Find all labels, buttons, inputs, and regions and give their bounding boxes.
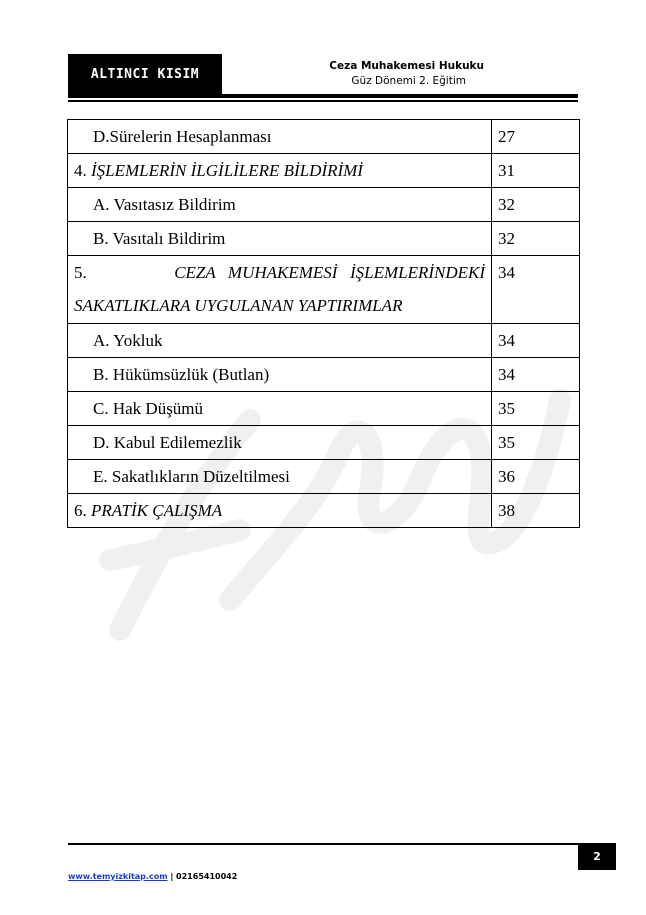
website-link[interactable]: www.temyizkitap.com [68, 872, 168, 881]
header-rule-thin [68, 100, 578, 102]
phone-number: 02165410042 [176, 872, 238, 881]
toc-page: 35 [492, 392, 580, 426]
toc-row[interactable] [68, 120, 580, 154]
footer-rule [68, 843, 578, 845]
toc-title: E. Sakatlıkların Düzeltilmesi [68, 460, 492, 494]
toc-title: 6. PRATİK ÇALIŞMA [68, 494, 492, 528]
toc-title: C. Hak Düşümü [68, 392, 492, 426]
toc-page: 32 [492, 188, 580, 222]
toc-page: 34 [492, 358, 580, 392]
toc-row[interactable] [68, 256, 580, 324]
toc-title: 4. İŞLEMLERİN İLGİLİLERE BİLDİRİMİ [68, 154, 492, 188]
toc-page: 38 [492, 494, 580, 528]
section-label: ALTINCI KISIM [68, 54, 222, 94]
toc-row[interactable] [68, 324, 580, 358]
toc-row[interactable] [68, 494, 580, 528]
toc-page: 34 [492, 324, 580, 358]
toc-row[interactable] [68, 222, 580, 256]
toc-table [67, 119, 580, 528]
header-rule [68, 94, 578, 98]
toc-row[interactable] [68, 460, 580, 494]
toc-page: 27 [492, 120, 580, 154]
toc-page: 36 [492, 460, 580, 494]
toc-page: 34 [492, 256, 580, 324]
toc-page: 35 [492, 426, 580, 460]
course-subtitle: Güz Dönemi 2. Eğitim [351, 75, 466, 87]
course-title: Ceza Muhakemesi Hukuku [329, 60, 484, 72]
toc-title: D.Sürelerin Hesaplanması [68, 120, 492, 154]
toc-title: B. Vasıtalı Bildirim [68, 222, 492, 256]
footer-info [68, 872, 237, 881]
toc-title: 5. CEZA MUHAKEMESİ İŞLEMLERİNDEKİ SAKATLIKLARA UYGULANAN YAPTIRIMLAR [68, 256, 492, 324]
toc-title: A. Vasıtasız Bildirim [68, 188, 492, 222]
toc-row[interactable] [68, 392, 580, 426]
toc-row[interactable] [68, 154, 580, 188]
footer-separator: | [170, 872, 174, 881]
page-number: 2 [578, 843, 616, 870]
toc-row[interactable] [68, 358, 580, 392]
toc-title: D. Kabul Edilemezlik [68, 426, 492, 460]
toc-row[interactable] [68, 188, 580, 222]
toc-title: A. Yokluk [68, 324, 492, 358]
toc-page: 32 [492, 222, 580, 256]
toc-page: 31 [492, 154, 580, 188]
toc-row[interactable] [68, 426, 580, 460]
toc-title: B. Hükümsüzlük (Butlan) [68, 358, 492, 392]
